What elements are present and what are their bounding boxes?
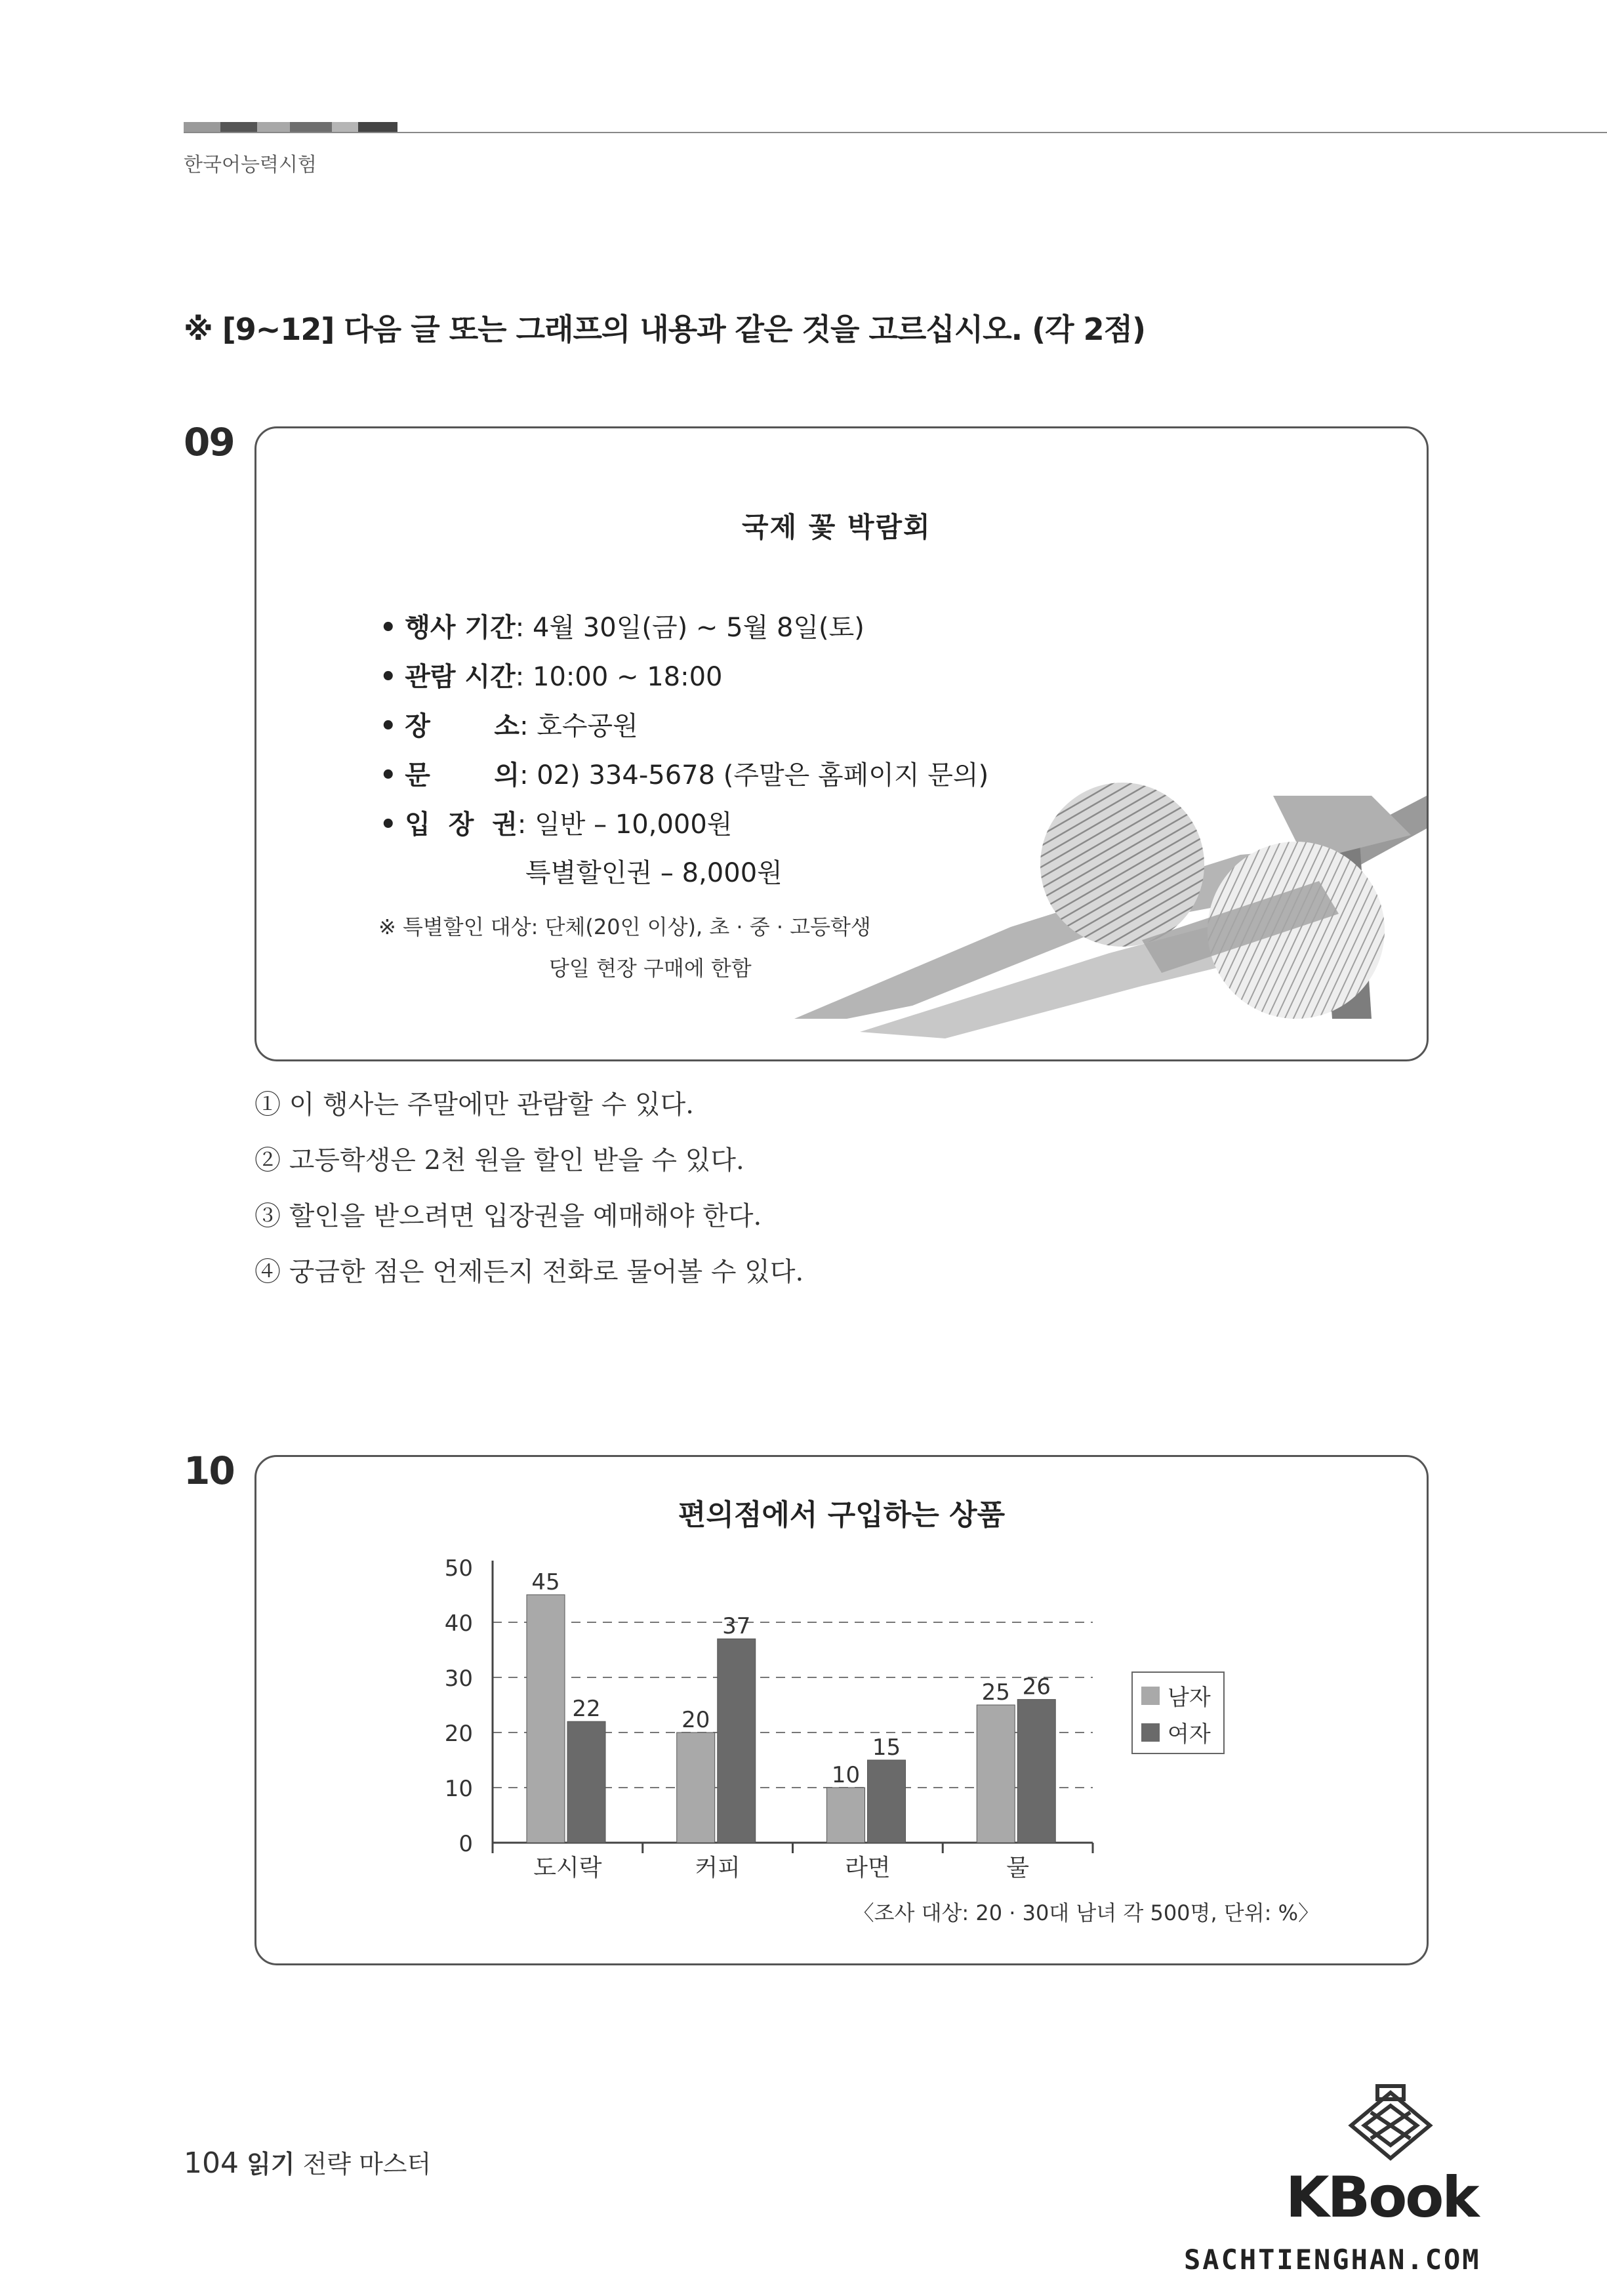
bar-여자 — [567, 1721, 605, 1843]
info-bullet: • — [380, 760, 397, 790]
q9-choice-2[interactable]: ② 고등학생은 2천 원을 할인 받을 수 있다. — [254, 1145, 744, 1176]
header-bar-seg — [332, 122, 358, 133]
info-ticket-discount: 특별할인권 – 8,000원 — [525, 858, 783, 888]
info-bullet: • — [380, 662, 397, 692]
data-label: 22 — [572, 1696, 601, 1723]
data-label: 37 — [722, 1613, 751, 1640]
watermark-logo: KBook — [1286, 2165, 1478, 2230]
bar-남자 — [827, 1788, 865, 1843]
info-value: 4월 30일(금) ~ 5월 8일(토) — [533, 613, 865, 643]
info-row-ticket — [380, 804, 732, 841]
info-bullet: • — [380, 810, 397, 840]
header-bar-seg — [257, 122, 290, 133]
bar-남자 — [677, 1732, 715, 1843]
info-value: 일반 – 10,000원 — [535, 810, 733, 840]
page-footer — [184, 2144, 431, 2180]
q9-choice-3[interactable]: ③ 할인을 받으려면 입장권을 예매해야 한다. — [254, 1201, 762, 1231]
info-bullet: • — [380, 613, 397, 643]
header-decor-bar — [184, 122, 397, 133]
bar-남자 — [527, 1595, 565, 1843]
data-label: 20 — [681, 1707, 710, 1733]
info-row-contact — [380, 754, 988, 792]
x-category-label: 커피 — [695, 1855, 741, 1881]
info-label: 관람 시간 — [405, 662, 516, 692]
info-label: 행사 기간 — [405, 613, 516, 643]
info-sep: : — [515, 613, 525, 643]
bar-chart — [256, 1457, 1427, 1963]
kbook-logo-icon — [1332, 2073, 1450, 2178]
data-label: 25 — [981, 1679, 1010, 1706]
discount-note: ※ 특별할인 대상: 단체(20인 이상), 초 · 중 · 고등학생 — [378, 914, 871, 939]
info-value: 02) 334-5678 (주말은 홈페이지 문의) — [537, 760, 989, 790]
chart-source-note: 〈조사 대상: 20 · 30대 남녀 각 500명, 단위: %〉 — [853, 1900, 1319, 1925]
legend-label: 남자 — [1168, 1685, 1211, 1711]
header-bar-seg — [220, 122, 257, 133]
question-number-9: 09 — [184, 420, 234, 464]
y-tick-label: 0 — [458, 1831, 473, 1857]
info-row-hours — [380, 656, 723, 693]
header-bar-seg — [358, 122, 397, 133]
page-number: 104 — [184, 2146, 239, 2180]
info-label: 장 소 — [405, 711, 520, 741]
info-label: 문 의 — [405, 760, 520, 790]
y-tick-label: 10 — [444, 1776, 473, 1802]
info-bullet: • — [380, 711, 397, 741]
x-category-label: 도시락 — [533, 1855, 602, 1881]
legend-swatch — [1141, 1687, 1160, 1705]
legend-swatch — [1141, 1723, 1160, 1742]
discount-note-2: 당일 현장 구매에 한함 — [549, 956, 752, 981]
bar-남자 — [977, 1705, 1015, 1843]
info-sep: : — [515, 662, 525, 692]
bar-여자 — [868, 1760, 906, 1843]
x-category-label: 물 — [1006, 1855, 1030, 1881]
q10-chart-box — [254, 1455, 1429, 1965]
bar-여자 — [1017, 1700, 1055, 1843]
info-sep: : — [519, 711, 529, 741]
header-title: 한국어능력시험 — [184, 154, 317, 176]
y-tick-label: 20 — [444, 1721, 473, 1747]
legend-label: 여자 — [1168, 1721, 1211, 1748]
bar-여자 — [718, 1639, 756, 1843]
y-tick-label: 40 — [444, 1610, 473, 1637]
watermark-url: SACHTIENGHAN.COM — [1184, 2244, 1481, 2276]
data-label: 45 — [531, 1569, 560, 1595]
book-title-rest: 전략 마스터 — [302, 2150, 432, 2179]
data-label: 15 — [872, 1734, 901, 1761]
info-value: 호수공원 — [537, 711, 638, 741]
info-row-place — [380, 705, 638, 743]
q9-choice-1[interactable]: ① 이 행사는 주말에만 관람할 수 있다. — [254, 1090, 694, 1120]
data-label: 10 — [831, 1762, 861, 1788]
book-title-bold: 읽기 — [247, 2150, 295, 2179]
data-label: 26 — [1022, 1673, 1051, 1700]
chart-title: 편의점에서 구입하는 상품 — [678, 1498, 1006, 1532]
header-bar-seg — [184, 122, 220, 133]
y-tick-label: 50 — [444, 1555, 473, 1582]
x-category-label: 라면 — [845, 1855, 891, 1881]
section-instruction: ※ [9~12] 다음 글 또는 그래프의 내용과 같은 것을 고르십시오. (각 2점) — [184, 312, 1146, 347]
header-bar-seg — [290, 122, 332, 133]
question-number-10: 10 — [184, 1448, 234, 1493]
info-label: 입 장 권 — [405, 810, 518, 840]
poster-title: 국제 꽃 박람회 — [742, 511, 931, 543]
info-sep: : — [519, 760, 529, 790]
info-value: 10:00 ~ 18:00 — [533, 662, 723, 692]
header-rule — [184, 132, 1607, 133]
q9-poster-box — [254, 426, 1429, 1061]
y-tick-label: 30 — [444, 1666, 473, 1692]
q9-choice-4[interactable]: ④ 궁금한 점은 언제든지 전화로 물어볼 수 있다. — [254, 1257, 804, 1287]
pattern-circle — [1040, 783, 1204, 947]
info-sep: : — [517, 810, 527, 840]
info-row-period — [380, 607, 865, 644]
